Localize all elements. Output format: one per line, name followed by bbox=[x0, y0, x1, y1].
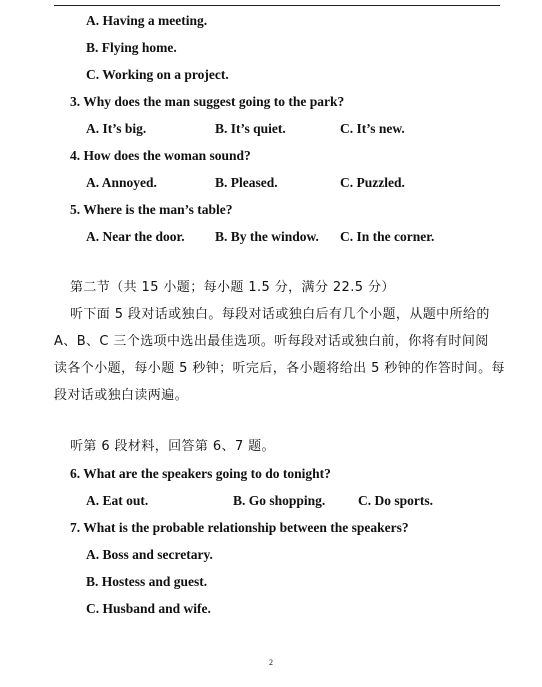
q4-question: 4. How does the woman sound? bbox=[70, 148, 251, 163]
q7-option-c: C. Husband and wife. bbox=[86, 601, 211, 616]
q2-option-c: C. Working on a project. bbox=[86, 67, 229, 82]
q3-question: 3. Why does the man suggest going to the park? bbox=[70, 94, 345, 109]
q7-option-b: B. Hostess and guest. bbox=[86, 574, 208, 589]
section2-instructions-line-4: 段对话或独白读两遍。 bbox=[54, 388, 189, 403]
section2-instructions-line-2: A、B、C 三个选项中选出最佳选项。听每段对话或独白前，你将有时间阅 bbox=[54, 334, 489, 349]
section2-heading: 第二节（共 15 小题；每小题 1.5 分，满分 22.5 分） bbox=[70, 280, 395, 295]
q3-option-c: C. It’s new. bbox=[340, 121, 405, 136]
q6-option-c: C. Do sports. bbox=[358, 493, 434, 508]
passage6-intro: 听第 6 段材料，回答第 6、7 题。 bbox=[70, 439, 275, 454]
q3-option-b: B. It’s quiet. bbox=[215, 121, 286, 136]
section2-instructions-line-3: 读各个小题，每小题 5 秒钟；听完后，各小题将给出 5 秒钟的作答时间。每 bbox=[54, 361, 505, 376]
q5-option-a: A. Near the door. bbox=[86, 229, 185, 244]
page-number: 2 bbox=[269, 658, 273, 667]
q4-option-c: C. Puzzled. bbox=[340, 175, 405, 190]
q3-option-a: A. It’s big. bbox=[86, 121, 147, 136]
q7-question: 7. What is the probable relationship between the speakers? bbox=[70, 520, 409, 535]
q4-option-a: A. Annoyed. bbox=[86, 175, 157, 190]
q5-option-c: C. In the corner. bbox=[340, 229, 435, 244]
q7-option-a: A. Boss and secretary. bbox=[86, 547, 213, 562]
q6-option-a: A. Eat out. bbox=[86, 493, 149, 508]
q2-option-a: A. Having a meeting. bbox=[86, 13, 208, 28]
q5-question: 5. Where is the man’s table? bbox=[70, 202, 233, 217]
q5-option-b: B. By the window. bbox=[215, 229, 319, 244]
q4-option-b: B. Pleased. bbox=[215, 175, 278, 190]
section2-instructions-line-1: 听下面 5 段对话或独白。每段对话或独白后有几个小题，从题中所给的 bbox=[70, 307, 490, 322]
q6-question: 6. What are the speakers going to do tonight? bbox=[70, 466, 331, 481]
q2-option-b: B. Flying home. bbox=[86, 40, 177, 55]
q6-option-b: B. Go shopping. bbox=[233, 493, 326, 508]
